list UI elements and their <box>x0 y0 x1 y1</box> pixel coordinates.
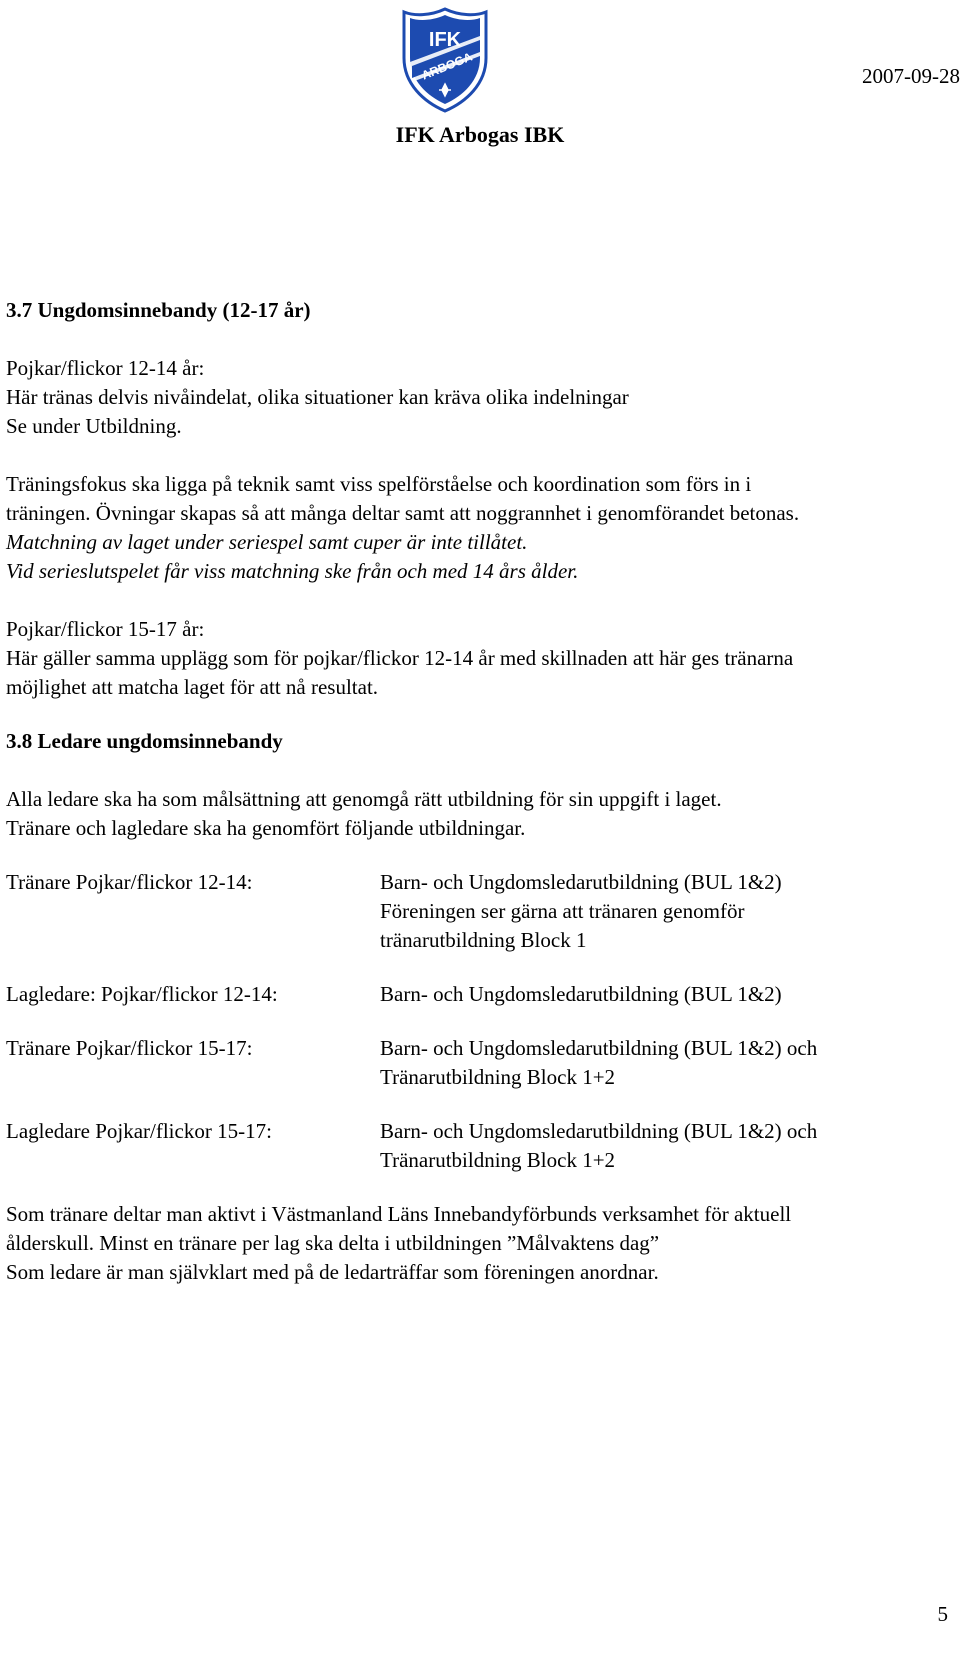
course-line: Tränarutbildning Block 1+2 <box>380 1065 616 1089</box>
course-line: Barn- och Ungdomsledarutbildning (BUL 1&2) och <box>380 1119 818 1143</box>
requirement-row <box>6 980 956 1009</box>
course-line: Barn- och Ungdomsledarutbildning (BUL 1&2) <box>380 982 782 1006</box>
paragraph-line: Här tränas delvis nivåindelat, olika situationer kan kräva olika indelningar <box>6 385 629 409</box>
paragraph-line: ålderskull. Minst en tränare per lag ska delta i utbildningen ”Målvaktens dag” <box>6 1231 660 1255</box>
paragraph-line: möjlighet att matcha laget för att nå resultat. <box>6 675 379 699</box>
course-line: Föreningen ser gärna att tränaren genomför <box>380 899 745 923</box>
page-number: 5 <box>937 1602 948 1626</box>
course-line: Barn- och Ungdomsledarutbildning (BUL 1&2) och <box>380 1036 818 1060</box>
document-date: 2007-09-28 <box>862 64 960 88</box>
course-line: tränarutbildning Block 1 <box>380 928 587 952</box>
paragraph-line: Se under Utbildning. <box>6 414 182 438</box>
requirement-row <box>6 1034 956 1092</box>
club-logo <box>400 6 490 114</box>
document-body <box>6 296 956 1287</box>
group-title-12-14: Pojkar/flickor 12-14 år: <box>6 356 205 380</box>
requirement-courses <box>380 868 956 955</box>
requirement-role: Tränare Pojkar/flickor 12-14: <box>6 870 253 894</box>
section-heading-3-8: 3.8 Ledare ungdomsinnebandy <box>6 729 283 753</box>
course-line: Tränarutbildning Block 1+2 <box>380 1148 616 1172</box>
requirement-role: Lagledare Pojkar/flickor 15-17: <box>6 1119 272 1143</box>
paragraph-line: Tränare och lagledare ska ha genomfört följande utbildningar. <box>6 816 526 840</box>
requirement-role: Lagledare: Pojkar/flickor 12-14: <box>6 982 278 1006</box>
logo-text-arboga: ARBOGA <box>419 49 475 83</box>
italic-line: Vid serieslutspelet får viss matchning ske från och med 14 års ålder. <box>6 559 579 583</box>
requirement-row <box>6 1117 956 1175</box>
paragraph-line: Här gäller samma upplägg som för pojkar/flickor 12-14 år med skillnaden att här ges tränarna <box>6 646 794 670</box>
section-heading-3-7: 3.7 Ungdomsinnebandy (12-17 år) <box>6 298 311 322</box>
requirement-role: Tränare Pojkar/flickor 15-17: <box>6 1036 253 1060</box>
group-title-15-17: Pojkar/flickor 15-17 år: <box>6 617 205 641</box>
paragraph-line: Träningsfokus ska ligga på teknik samt viss spelförståelse och koordination som förs in i <box>6 472 752 496</box>
italic-line: Matchning av laget under seriespel samt cuper är inte tillåtet. <box>6 530 528 554</box>
requirement-courses <box>380 1034 956 1092</box>
course-line: Barn- och Ungdomsledarutbildning (BUL 1&2) <box>380 870 782 894</box>
logo-text-ifk: IFK <box>428 29 462 51</box>
paragraph-line: Som tränare deltar man aktivt i Västmanland Läns Innebandyförbunds verksamhet för aktuell <box>6 1202 792 1226</box>
organization-name: IFK Arbogas IBK <box>395 122 565 147</box>
requirement-row <box>6 868 956 955</box>
requirement-courses <box>380 1117 956 1175</box>
paragraph-line: Alla ledare ska ha som målsättning att genomgå rätt utbildning för sin uppgift i laget. <box>6 787 722 811</box>
paragraph-line: träningen. Övningar skapas så att många deltar samt att noggrannhet i genomförandet betonas. <box>6 501 800 525</box>
paragraph-line: Som ledare är man självklart med på de ledarträffar som föreningen anordnar. <box>6 1260 659 1284</box>
requirement-courses <box>380 980 956 1009</box>
